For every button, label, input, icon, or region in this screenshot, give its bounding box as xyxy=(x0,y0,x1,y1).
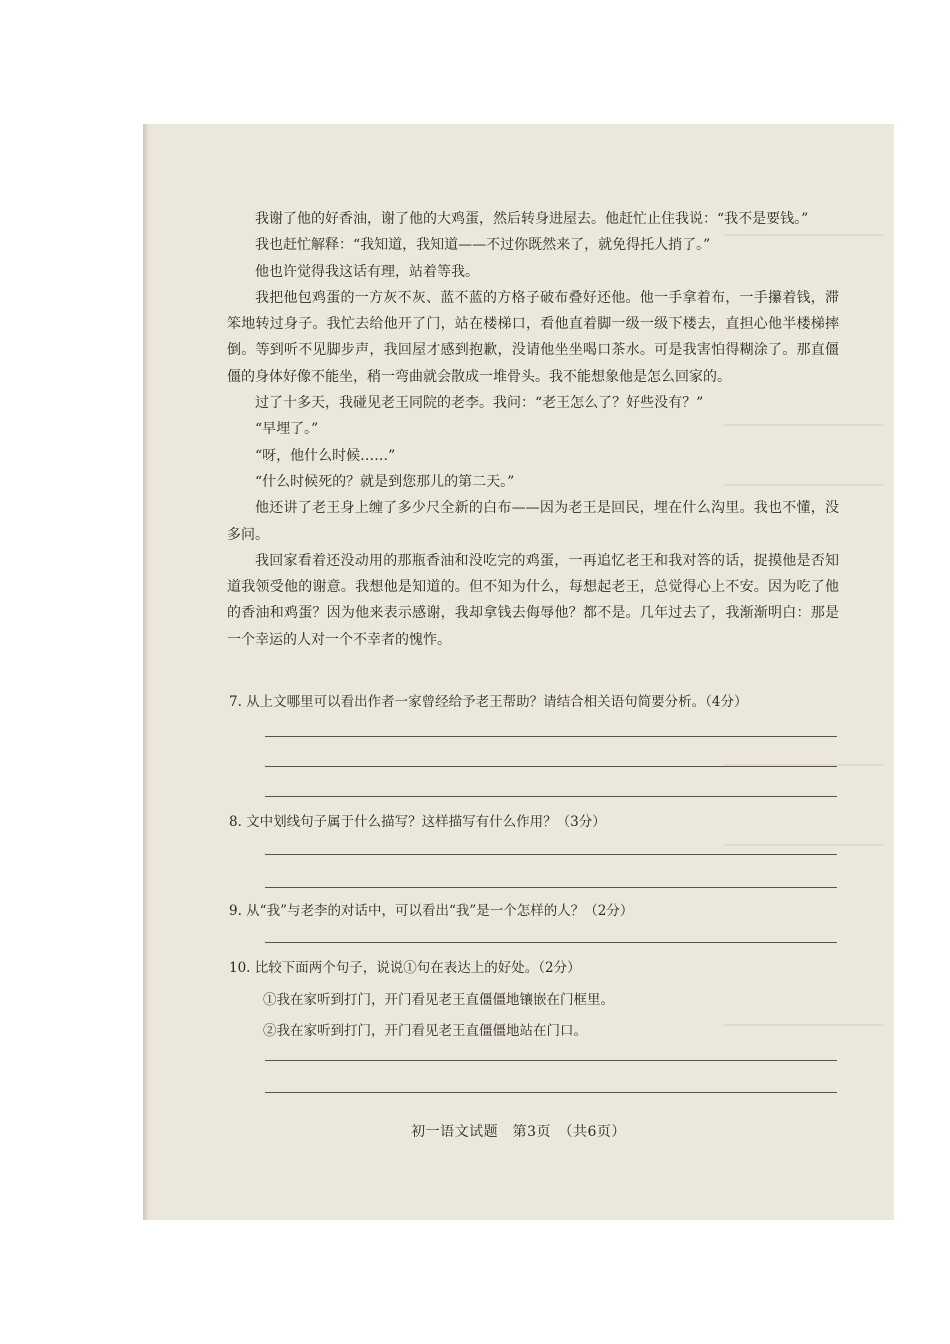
question-10-sentence-2: ②我在家听到打门，开门看见老王直僵僵地站在门口。 xyxy=(263,1023,587,1039)
answer-line[interactable] xyxy=(265,887,837,888)
answer-line[interactable] xyxy=(265,1060,837,1061)
passage-paragraph: 他也许觉得我这话有理，站着等我。 xyxy=(255,263,479,280)
passage-paragraph: 我把他包鸡蛋的一方灰不灰、蓝不蓝的方格子破布叠好还他。他一手拿着布，一手攥着钱，滞笨地转过身子。我忙去给他开了门，站在楼梯口，看他直着脚一级一级下楼去，直担心他半楼梯摔倒。等到听不见脚步声，我回屋才感到抱歉，没请他坐坐喝口茶水。可是我害怕得糊涂了。那直僵僵的身体好像不能坐，稍一弯曲就会散成一堆骨头。我不能想象他是怎么回家的。 xyxy=(227,289,839,385)
bleed-through-mark xyxy=(723,844,883,846)
answer-line[interactable] xyxy=(265,942,837,943)
answer-line[interactable] xyxy=(265,854,837,855)
page-footer: 初一语文试题 第3页 （共6页） xyxy=(411,1124,626,1140)
question-7: 7. 从上文哪里可以看出作者一家曾经给予老王帮助？请结合相关语句简要分析。（4分） xyxy=(229,694,748,710)
question-10-sentence-1: ①我在家听到打门，开门看见老王直僵僵地镶嵌在门框里。 xyxy=(263,992,614,1008)
passage-paragraph: 他还讲了老王身上缠了多少尺全新的白布——因为老王是回民，埋在什么沟里。我也不懂，没多问。 xyxy=(227,500,839,543)
question-10: 10. 比较下面两个句子，说说①句在表达上的好处。（2分） xyxy=(229,960,581,976)
answer-line[interactable] xyxy=(265,796,837,797)
passage-paragraph: 我谢了他的好香油，谢了他的大鸡蛋，然后转身进屋去。他赶忙止住我说：“我不是要钱。” xyxy=(255,211,809,227)
question-8: 8. 文中划线句子属于什么描写？这样描写有什么作用？（3分） xyxy=(229,814,606,830)
answer-line[interactable] xyxy=(265,766,837,767)
answer-line[interactable] xyxy=(265,736,837,737)
passage-paragraph: 我回家看着还没动用的那瓶香油和没吃完的鸡蛋，一再追忆老王和我对答的话，捉摸他是否知道我领受他的谢意。我想他是知道的。但不知为什么，每想起老王，总觉得心上不安。因为吃了他的香油和鸡蛋？因为他来表示感谢，我却拿钱去侮辱他？都不是。几年过去了，我渐渐明白：那是一个幸运的人对一个不幸者的愧怍。 xyxy=(227,552,839,648)
passage-paragraph: “早埋了。” xyxy=(255,421,319,438)
reading-passage xyxy=(227,206,839,653)
bleed-through-mark xyxy=(723,1024,883,1026)
passage-paragraph: “呀，他什么时候……” xyxy=(255,447,396,464)
exam-page xyxy=(143,124,894,1220)
passage-paragraph: “什么时候死的？就是到您那儿的第二天。” xyxy=(255,473,515,490)
answer-line[interactable] xyxy=(265,1092,837,1093)
passage-paragraph: 我也赶忙解释：“我知道，我知道——不过你既然来了，就免得托人捎了。” xyxy=(255,237,711,254)
question-9: 9. 从“我”与老李的对话中，可以看出“我”是一个怎样的人？（2分） xyxy=(229,903,634,919)
passage-paragraph: 过了十多天，我碰见老王同院的老李。我问：“老王怎么了？好些没有？” xyxy=(255,395,704,412)
